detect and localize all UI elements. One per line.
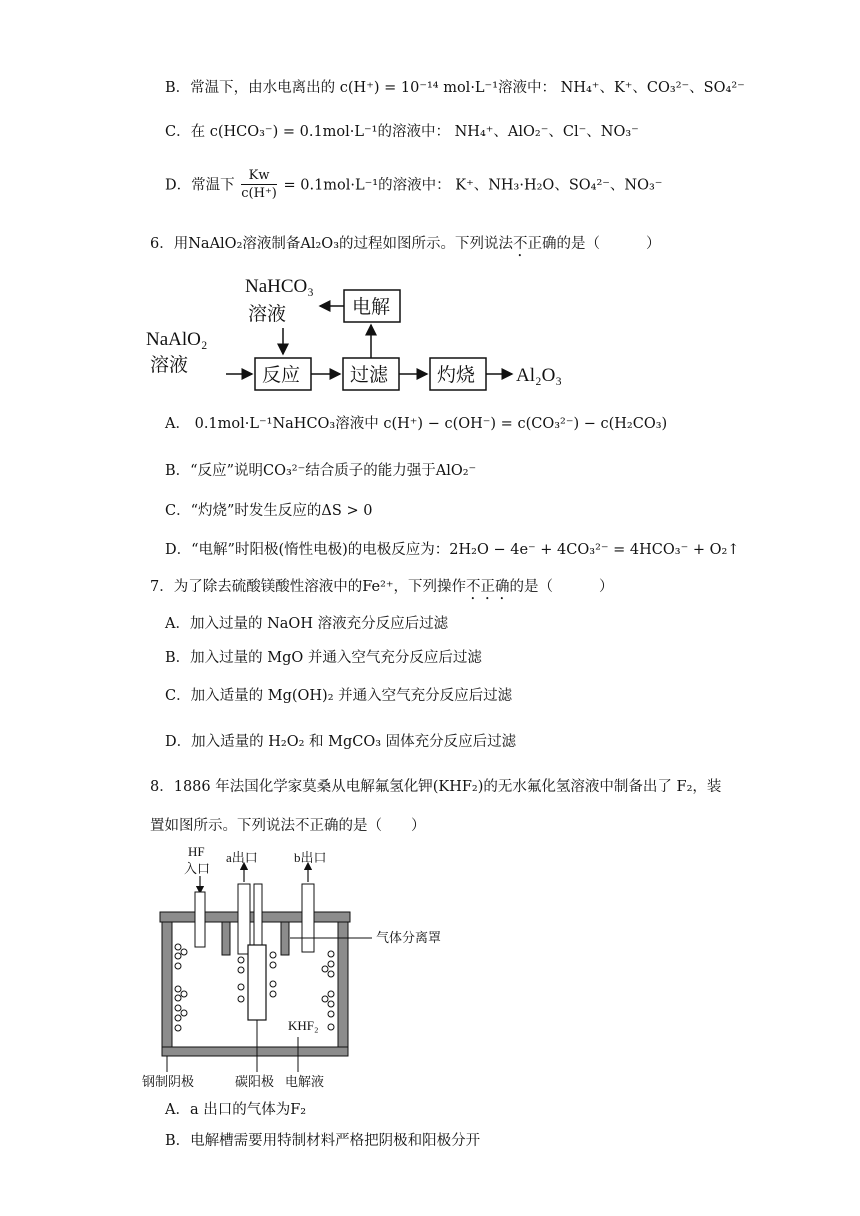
gas-separator-left: [222, 922, 230, 955]
nahco3-solution-label: 溶液: [248, 304, 287, 325]
fraction: [241, 168, 277, 203]
formula: = 0.1mol·L⁻¹: [283, 177, 379, 194]
option-label: B．: [165, 650, 191, 666]
q6-option-a: [165, 414, 667, 434]
option-text: 常温下: [191, 177, 235, 194]
stem-text: 6．用: [150, 236, 189, 252]
fraction-numerator: Kw: [241, 168, 277, 185]
option-text: “电解”时阳极(惰性电极)的电极反应为：2H₂O − 4e⁻ + 4CO₃²⁻ = 4HCO₃⁻ + O₂↑: [191, 542, 740, 558]
option-label: B．: [165, 463, 191, 479]
a-outlet-label: a出口: [226, 850, 258, 865]
q6-flow-diagram: [140, 270, 580, 400]
option-text: “灼烧”时发生反应的ΔS > 0: [190, 503, 373, 519]
q7-option-d: [165, 732, 516, 752]
stem-text: 7．为了除去硫酸镁酸性溶液中的Fe²⁺，下列操作: [150, 579, 467, 595]
option-text: 的溶液中：: [377, 124, 450, 140]
b-outlet-label: b出口: [294, 850, 327, 865]
ion-list: K⁺、NH₃·H₂O、SO₄²⁻、NO₃⁻: [455, 177, 663, 194]
q8-stem-line1: 8．1886 年法国化学家莫桑从电解氟氢化钾(KHF₂)的无水氟化氢溶液中制备出了 F₂，装: [150, 779, 722, 795]
cathode-label: 钢制阴极: [142, 1074, 195, 1089]
option-text: “反应”说明CO₃²⁻结合质子的能力强于AlO₂⁻: [190, 463, 477, 479]
option-text: 加入过量的 NaOH 溶液充分反应后过滤: [189, 616, 449, 632]
q7-option-a: [165, 614, 448, 634]
q5-option-d: [165, 168, 662, 203]
option-label: D．: [165, 542, 192, 558]
q6-option-c: [165, 501, 372, 521]
naalo2-solution-label: 溶液: [150, 355, 189, 376]
anode-rod-upper: [254, 884, 262, 954]
option-label: D．: [165, 177, 192, 194]
hf-label: HF: [188, 844, 205, 859]
q7-option-b: [165, 648, 482, 668]
stem-text: ）: [599, 579, 614, 595]
cell-right-wall: [338, 922, 348, 1052]
option-text: 加入过量的 MgO 并通入空气充分反应后过滤: [190, 650, 482, 666]
q7-option-c: [165, 686, 512, 706]
option-label: B．: [165, 1133, 191, 1149]
option-text: 的溶液中：: [378, 177, 451, 194]
hf-inlet-tube: [195, 892, 205, 947]
option-label: A．: [165, 1102, 190, 1118]
ion-list: NH₄⁺、AlO₂⁻、Cl⁻、NO₃⁻: [454, 124, 639, 140]
formula: c(HCO₃⁻) = 0.1mol·L⁻¹: [209, 124, 378, 140]
carbon-anode: [248, 945, 266, 1020]
option-label: C．: [165, 688, 191, 704]
formula: c(H⁺) = 10⁻¹⁴ mol·L⁻¹: [339, 80, 499, 96]
gas-separator-right: [281, 922, 289, 955]
option-text: 加入适量的 H₂O₂ 和 MgCO₃ 固体充分反应后过滤: [191, 734, 517, 750]
al2o3-label: Al₂O₃: [516, 365, 562, 386]
q8-option-a: [165, 1100, 306, 1120]
option-label: D．: [165, 734, 192, 750]
q5-option-b: [165, 78, 745, 98]
option-text: a 出口的气体为F₂: [189, 1102, 307, 1118]
q5-option-c: [165, 122, 639, 142]
emphasis-text: 不: [513, 236, 528, 252]
option-text: 电解槽需要用特制材料严格把阴极和阳极分开: [190, 1133, 481, 1149]
option-text: 溶液中：: [498, 80, 557, 96]
option-label: A．: [165, 616, 190, 632]
fraction-denominator: c(H⁺): [241, 186, 277, 201]
reaction-label: 反应: [262, 365, 301, 386]
naalo2-label: NaAlO₂: [146, 329, 208, 350]
q8-option-b: [165, 1131, 480, 1151]
a-outlet-tube: [238, 884, 250, 954]
q6-stem: [150, 234, 661, 260]
electrolyte-label: 电解液: [285, 1074, 325, 1089]
electrolysis-label: 电解: [352, 297, 391, 318]
cell-left-wall: [162, 922, 172, 1052]
option-text: 0.1mol·L⁻¹NaHCO₃溶液中 c(H⁺) − c(OH⁻) = c(CO₃²⁻) − c(H₂CO₃): [194, 416, 668, 432]
anode-label: 碳阳极: [235, 1074, 275, 1089]
formula: Al₂O₃: [300, 236, 340, 252]
b-outlet-tube: [302, 884, 314, 952]
stem-text: 的是（: [509, 579, 554, 595]
q8-electrolysis-diagram: [140, 842, 460, 1092]
stem-text: ）: [646, 236, 661, 252]
q8-stem-line2: 置如图所示。下列说法不正确的是（ ）: [150, 818, 426, 834]
formula: NaAlO₂: [188, 236, 243, 252]
option-label: A．: [165, 416, 190, 432]
option-label: C．: [165, 503, 191, 519]
q7-stem: [150, 577, 614, 603]
stem-text: 的过程如图所示。下列说法: [339, 236, 514, 252]
separator-label: 气体分离罩: [376, 930, 442, 945]
option-text: 加入适量的 Mg(OH)₂ 并通入空气充分反应后过滤: [190, 688, 513, 704]
khf2-label: KHF₂: [288, 1018, 319, 1033]
stem-text: 溶液制备: [242, 236, 301, 252]
filtration-label: 过滤: [350, 365, 389, 386]
option-text: 常温下，由水电离出的: [190, 80, 336, 96]
option-label: B．: [165, 80, 191, 96]
option-text: 在: [190, 124, 206, 140]
emphasis-text: 不正确: [466, 579, 510, 595]
cell-bottom: [162, 1047, 348, 1056]
inlet-label: 入口: [184, 861, 211, 876]
ion-list: NH₄⁺、K⁺、CO₃²⁻、SO₄²⁻: [560, 80, 745, 96]
nahco3-label: NaHCO₃: [245, 276, 314, 297]
q6-option-d: [165, 540, 739, 560]
stem-text: 正确的是（: [527, 236, 601, 252]
q6-option-b: [165, 461, 476, 481]
option-label: C．: [165, 124, 191, 140]
calcination-label: 灼烧: [437, 365, 476, 386]
